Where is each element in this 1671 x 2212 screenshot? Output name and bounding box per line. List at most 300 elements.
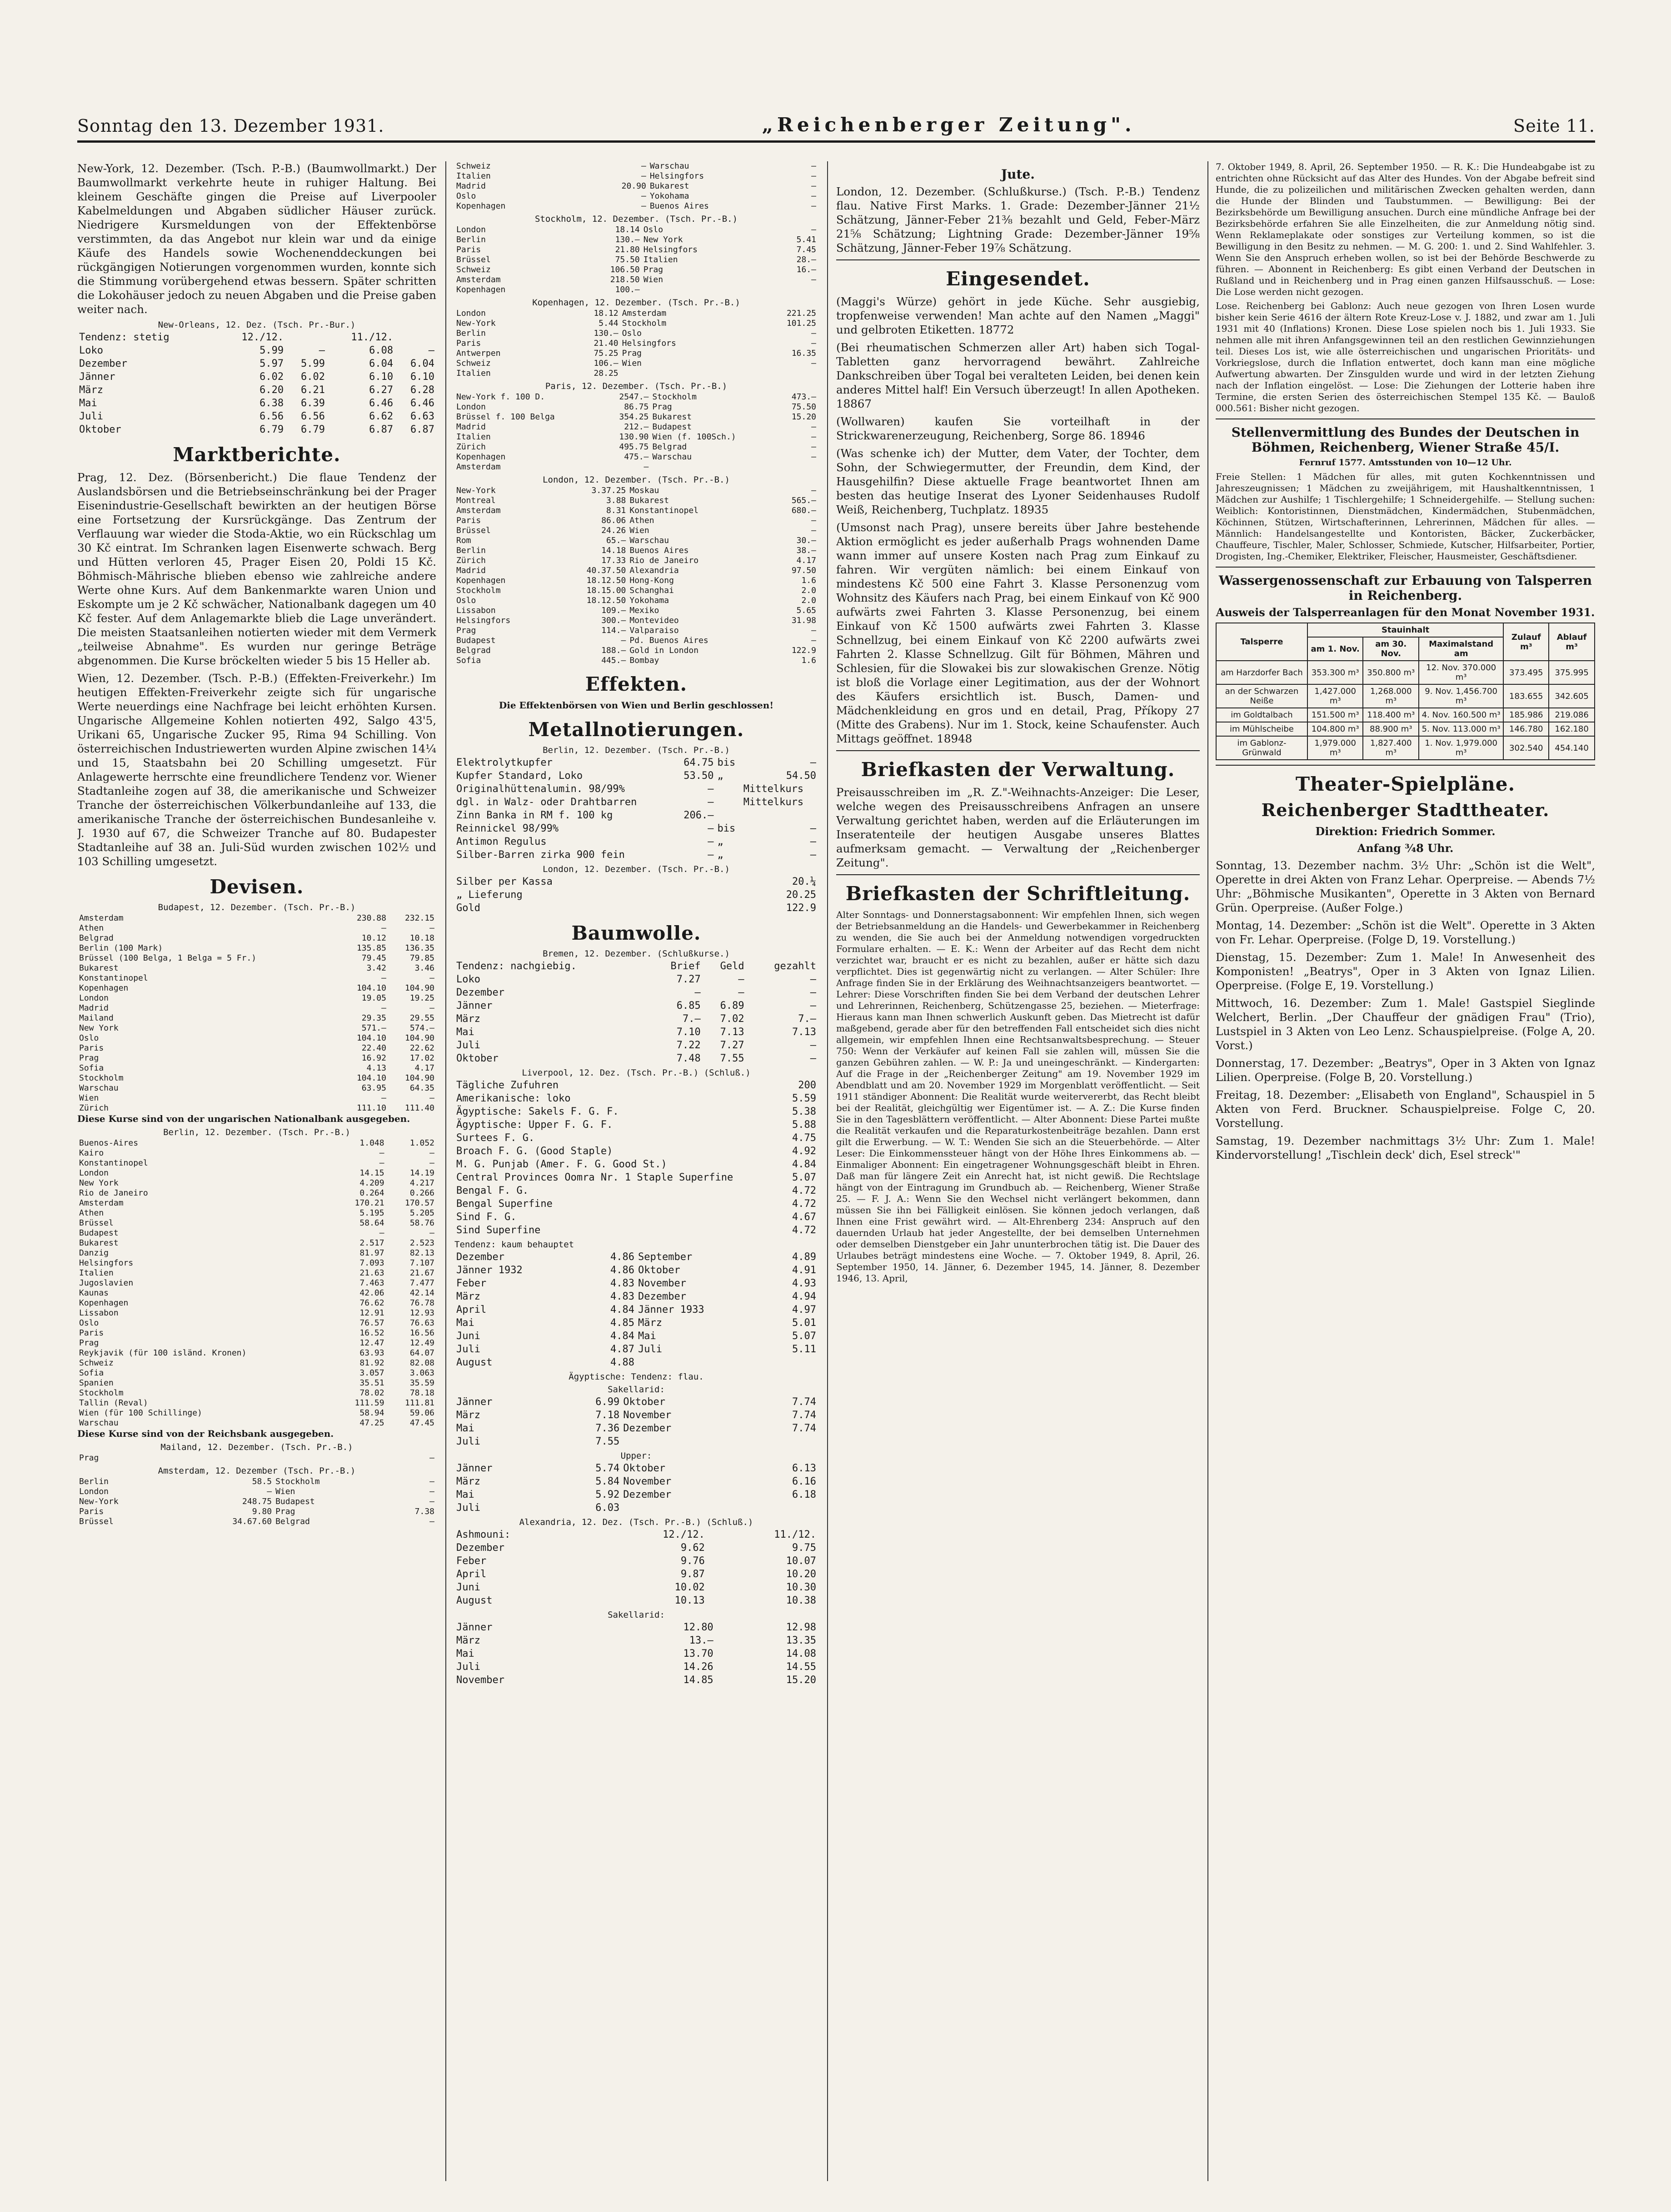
budapest-cell: Madrid — [79, 1003, 109, 1013]
budapest-cell: Kopenhagen — [79, 983, 129, 993]
kopenhagen-row — [454, 369, 818, 379]
liverpool-months-cell: Juni — [456, 1330, 480, 1342]
stockholm-cell: 130.— — [615, 235, 640, 244]
paris-row — [454, 432, 818, 442]
london-silver-table — [454, 875, 818, 915]
budapest-cell: 3.42 — [366, 963, 386, 973]
london-cell: Montreal — [456, 496, 496, 505]
kopenhagen-cell — [746, 369, 818, 379]
alexandria-row — [454, 1594, 818, 1607]
stockholm-row — [454, 235, 818, 245]
bremen-cell: 6.89 — [720, 1000, 744, 1011]
sakellarid-cell — [749, 1435, 818, 1448]
neworleans-row — [77, 423, 436, 436]
budapest-row — [77, 993, 436, 1003]
direktion: Direktion: Friedrich Sommer. — [1315, 825, 1496, 838]
upper-cell: Jänner — [456, 1463, 493, 1474]
budapest-cell: Konstantinopel — [79, 973, 148, 983]
budapest-row — [77, 1083, 436, 1093]
amsterdam-row — [77, 1477, 436, 1487]
sakellarid-b-cell: 13.— — [689, 1635, 713, 1646]
berlin-row — [77, 1188, 436, 1198]
sakellarid-b-row — [454, 1634, 818, 1647]
metall-cell: Reinnickel 98/99% — [456, 823, 559, 834]
sakellarid-b-cell: 14.26 — [683, 1661, 713, 1673]
neworleans-cell: 6.87 — [369, 424, 394, 435]
liverpool-row — [454, 1105, 818, 1118]
kopenhagen-cell: — — [811, 359, 816, 368]
stockholm-cell: Amsterdam — [456, 275, 501, 284]
budapest-cell: Amsterdam — [79, 913, 124, 923]
alexandria-cell: April — [456, 1569, 487, 1580]
alexandria-row — [454, 1541, 818, 1554]
zuerich-cell: Buenos Aires — [649, 201, 709, 211]
berlin-cell: 12.47 — [359, 1338, 384, 1348]
berlin-cell: Reykjavik (für 100 isländ. Kronen) — [79, 1348, 247, 1358]
berlin-cell: 21.63 — [359, 1268, 384, 1278]
berlin-cell: Tallin (Reval) — [79, 1398, 148, 1408]
devisen-title: Devisen. — [209, 876, 304, 898]
berlin-cell: New York — [79, 1178, 119, 1188]
liverpool-cell: 4.84 — [792, 1159, 816, 1170]
london-cell: Valparaiso — [629, 626, 679, 635]
london-row — [454, 566, 818, 576]
kopenhagen-cell: Oslo — [622, 329, 642, 338]
berlin-row — [77, 1148, 436, 1158]
talsperre-cell: im Mühlscheibe — [1216, 722, 1307, 736]
kopenhagen-cell: Wien — [622, 359, 642, 368]
neworleans-row — [77, 410, 436, 423]
berlin-cell: — — [379, 1228, 384, 1238]
zuerich-cell: — — [811, 191, 816, 201]
talsperre-cell: 1,827.400 m³ — [1363, 736, 1419, 760]
metall-cell: bis — [717, 823, 736, 834]
liverpool-cell: Sind Superfine — [456, 1225, 541, 1236]
liverpool-months-row — [454, 1290, 818, 1303]
wassergenossenschaft-title: Wassergenossenschaft zur Erbauung von Talsperren in Reichenberg. — [1218, 573, 1592, 603]
upper-cell: 6.13 — [792, 1463, 816, 1474]
alexandria-header: 12./12. — [663, 1529, 705, 1540]
kopenhagen-cell: 21.40 — [594, 339, 619, 348]
berlin-cell: 12.91 — [359, 1308, 384, 1318]
liverpool-cell: 5.88 — [792, 1119, 816, 1131]
liverpool-months-cell: Mai — [638, 1330, 656, 1342]
neworleans-cell: 6.56 — [259, 411, 284, 422]
liverpool-months-cell: 4.87 — [610, 1344, 634, 1355]
london-cell: New-York — [456, 486, 496, 495]
bremen-cell: 7.48 — [676, 1053, 701, 1064]
london-row — [454, 496, 818, 506]
liverpool-months-cell: 5.11 — [792, 1344, 816, 1355]
budapest-cell: Wien — [79, 1093, 99, 1103]
london-row — [454, 536, 818, 546]
anfang: Anfang ¾8 Uhr. — [1357, 842, 1454, 855]
talsperre-cell: 302.540 — [1503, 736, 1549, 760]
bremen-cell: Dezember — [456, 987, 504, 998]
stockholm-table — [454, 225, 818, 295]
berlin-cell: 76.63 — [409, 1318, 434, 1328]
london-silver-row — [454, 902, 818, 915]
london-cell: Pd. Buenos Aires — [629, 636, 708, 645]
paris-cell — [650, 462, 777, 472]
bremen-header: Geld — [720, 961, 744, 972]
kopenhagen-cell: 75.25 — [594, 349, 619, 358]
berlin-cell: 4.209 — [359, 1178, 384, 1188]
neworleans-cell: 6.08 — [369, 345, 394, 356]
talsperre-cell: 1,427.000 m³ — [1307, 684, 1363, 708]
berlin-cell: 0.266 — [409, 1188, 434, 1198]
berlin-row — [77, 1218, 436, 1228]
upper-cell: Oktober — [623, 1463, 665, 1474]
talsperre-cell: 5. Nov. 113.000 m³ — [1419, 722, 1503, 736]
stockholm-row — [454, 275, 818, 285]
bremen-cell: Mai — [456, 1026, 474, 1038]
london-cell: Helsingfors — [456, 616, 511, 625]
liverpool-months-cell: Juli — [456, 1344, 480, 1355]
baumwolle-title: Baumwolle. — [571, 922, 701, 944]
sakellarid-table — [454, 1395, 818, 1448]
sakellarid-b-cell: 12.80 — [683, 1622, 713, 1633]
stellenvermittlung-meta: Fernruf 1577. Amtsstunden von 10—12 Uhr. — [1299, 458, 1512, 468]
stockholm-row — [454, 285, 818, 295]
berlin-cell: 7.093 — [359, 1258, 384, 1268]
budapest-row — [77, 913, 436, 923]
london-cell: Lissabon — [456, 606, 496, 615]
zuerich-cell: Warschau — [649, 161, 689, 171]
paris-cell — [777, 462, 818, 472]
london-row — [454, 596, 818, 606]
budapest-cell: 4.17 — [414, 1063, 434, 1073]
bremen-cell: 7.— — [798, 1013, 816, 1025]
budapest-cell: Oslo — [79, 1033, 99, 1043]
ungarn-note: Diese Kurse sind von der ungarischen Nationalbank ausgegeben. — [77, 1113, 410, 1124]
column-4 — [1216, 161, 1595, 2181]
metall-cell: Elektrolytkupfer — [456, 757, 553, 768]
neworleans-header: 12./12. — [241, 332, 284, 343]
berlin-cell: 42.14 — [409, 1288, 434, 1298]
zuerich-cell: Schweiz — [456, 161, 491, 171]
talsperre-cell: 373.495 — [1503, 661, 1549, 684]
budapest-cell: 16.92 — [361, 1053, 386, 1063]
budapest-cell: Zürich — [79, 1103, 109, 1113]
stockholm-cell: Schweiz — [456, 265, 491, 274]
berlin-cell: 81.92 — [359, 1358, 384, 1368]
paris-cell: Zürich — [456, 442, 486, 452]
neworleans-cell: 6.62 — [369, 411, 394, 422]
amsterdam-heading: Amsterdam, 12. Dezember (Tsch. Pr.-B.) — [158, 1466, 356, 1476]
liverpool-cell: 5.38 — [792, 1106, 816, 1117]
zuerich-cell: 20.90 — [621, 181, 646, 191]
bremen-row — [454, 999, 818, 1012]
paris-cell: 86.75 — [624, 402, 649, 412]
neworleans-row — [77, 344, 436, 357]
london-cell: Belgrad — [456, 646, 491, 655]
amsterdam-cell: — — [267, 1487, 272, 1496]
paris-cell: 2547.— — [619, 392, 649, 402]
berlin-cell: 58.76 — [409, 1218, 434, 1228]
liverpool-months-row — [454, 1343, 818, 1356]
kopenhagen-cell: Schweiz — [456, 359, 491, 368]
liverpool-cell: 4.92 — [792, 1146, 816, 1157]
budapest-row — [77, 1103, 436, 1113]
budapest-cell: 3.46 — [414, 963, 434, 973]
liverpool-months-row — [454, 1330, 818, 1343]
berlin-row — [77, 1398, 436, 1408]
liverpool-cell: 5.59 — [792, 1093, 816, 1104]
spielplan-entry: Montag, 14. Dezember: „Schön ist die Welt". Operette in 3 Akten von Fr. Lehar. Operpreise. (Folge D, 19. Vorstellung.) — [1216, 919, 1595, 946]
london-cell: Hong-Kong — [629, 576, 674, 585]
budapest-cell: Mailand — [79, 1013, 114, 1023]
kopenhagen-cell: Berlin — [456, 329, 486, 338]
metall-cell — [742, 809, 818, 822]
amsterdam-cell: — — [429, 1487, 434, 1496]
liverpool-cell: 4.72 — [792, 1198, 816, 1210]
paris-cell: Brüssel f. 100 Belga — [456, 412, 555, 422]
column-rule — [1207, 161, 1208, 2181]
liverpool-months-cell: 4.83 — [610, 1278, 634, 1289]
liverpool-months-cell: 4.83 — [610, 1291, 634, 1302]
liverpool-months-cell: September — [638, 1251, 693, 1263]
london-silver-cell: Silber per Kassa — [456, 876, 553, 887]
london-cell: 122.9 — [791, 646, 816, 655]
berlin-table — [77, 1138, 436, 1428]
neworleans-cell: 6.02 — [259, 371, 284, 383]
berlin-cell: Oslo — [79, 1318, 99, 1328]
talsperre-cell: 4. Nov. 160.500 m³ — [1419, 708, 1503, 722]
amsterdam-cell: 7.38 — [414, 1507, 434, 1516]
metall-row — [454, 822, 818, 835]
berlin-cell: Bukarest — [79, 1238, 119, 1248]
paris-cell: Budapest — [652, 422, 692, 432]
kopenhagen-cell: — — [811, 329, 816, 338]
liverpool-tendenz: Tendenz: kaum behauptet — [454, 1240, 574, 1250]
liverpool-months-table — [454, 1250, 818, 1369]
berlin-cell: 3.063 — [409, 1368, 434, 1378]
stockholm-row — [454, 225, 818, 235]
talsperre-cell: 1,979.000 m³ — [1307, 736, 1363, 760]
budapest-cell: 29.35 — [361, 1013, 386, 1023]
berlin-cell: 5.195 — [359, 1208, 384, 1218]
stockholm-cell: New York — [643, 235, 683, 244]
sakellarid-cell: 7.74 — [792, 1396, 816, 1408]
bremen-cell: 7.10 — [676, 1026, 701, 1038]
mailand-table — [77, 1453, 436, 1463]
talsperren-table — [1216, 623, 1595, 760]
stockholm-row — [454, 265, 818, 275]
london-cell: — — [811, 516, 816, 525]
stockholm-cell: 218.50 — [610, 275, 640, 284]
budapest-cell: 29.55 — [409, 1013, 434, 1023]
neworleans-cell: 6.38 — [259, 398, 284, 409]
london-cell: — — [621, 636, 626, 645]
paris-cell: 475.— — [624, 452, 649, 462]
london-cell: 65.— — [606, 536, 626, 545]
col-maximal: Maximalstand am — [1419, 637, 1503, 661]
london-cell: 18.12.50 — [586, 596, 626, 605]
bremen-cell: 7.27 — [676, 974, 701, 985]
berlin-cell: Konstantinopel — [79, 1158, 148, 1168]
sakellarid-cell — [621, 1435, 749, 1448]
berlin-cell: 76.57 — [359, 1318, 384, 1328]
sakellarid-cell: 7.36 — [595, 1423, 620, 1434]
sakellarid-b-cell: 15.20 — [786, 1674, 816, 1686]
budapest-cell: London — [79, 993, 109, 1003]
article-prag-boerse: Prag, 12. Dez. (Börsenbericht.) Die flaue Tendenz der Auslandsbörsen und die Betriebseinschränkung bei der Prager Eisenindustrie-Gesellschaft bewirkten an der heutigen Börse eine Fortsetzung der Kursrückgänge. Das Zentrum der Verflauung war wieder die Stoda-Aktie, wo ein Rückschlag um 30 Kč eintrat. Im Schranken lagen Eisenwerte schwach. Berg und Hütten verloren 45, Prager Eisen 20, Poldi 15 Kč. Böhmisch-Mährische blieben ebenso wie zahlreiche andere Werte ohne Kurs. Auf dem Bankenmarkte waren Union und Eskompte um je 2 Kč schwächer, Nationalbank dagegen um 40 Kč fester. Auf dem Anlagemarkte blieb die Lage unverändert. Die meisten Staatsanleihen notierten wieder mit dem Vermerk „teilweise Abnahme". Es wurden nur geringe Beträge abgenommen. Die Kurse bröckelten wieder 5 bis 15 Heller ab. — [77, 471, 436, 667]
budapest-cell: Stockholm — [79, 1073, 124, 1083]
col-ablauf: Ablauf m³ — [1549, 623, 1595, 661]
sakellarid-b-cell: Jänner — [456, 1622, 493, 1633]
neworleans-cell: März — [79, 384, 103, 396]
bremen-header: Brief — [670, 961, 701, 972]
liverpool-months-cell: 4.85 — [610, 1317, 634, 1329]
alexandria-cell: 10.20 — [786, 1569, 816, 1580]
kopenhagen-cell: Paris — [456, 339, 481, 348]
london-cell: Yokohama — [629, 596, 669, 605]
briefkasten-continued: 7. Oktober 1949, 8. April, 26. September 1950. — R. K.: Die Hundeabgabe ist zu entrichten ohne Rücksicht auf das Alter des Hundes. Von der Abgabe befreit sind Hunde, die zu polizeilichen und militärischen Zwecken gehalten werden, dann die Hunde der Blinden und Taubstummen. — Bewilligung: Bei der Bezirksbehörde um Bewilligung ansuchen. Durch eine mündliche Anfrage bei der Bezirksbehörde erfahren Sie alle Einzelheiten, die zur Anmeldung nötig sind. Wenn Reklameplakate oder sonstiges zur Verteilung kommen, so ist die Bewilligung in den Besitz zu nehmen. — M. G. 200: 1. und 2. Sind Wahlfehler. 3. Wenn Sie den Anspruch erheben wollen, so ist bei der Behörde Beschwerde zu führen. — Abonnent in Reichenberg: Es gibt einen Verband der Deutschen in Rußland und in Reichenberg und in Prag einen ganzen Hilfsausschuß. — Lose: Die Lose werden nicht gezogen. — [1216, 161, 1595, 297]
berlin-cell: 16.52 — [359, 1328, 384, 1338]
london-cell: Schanghai — [629, 586, 674, 595]
paris-cell: — — [811, 422, 816, 432]
bremen-cell: 7.02 — [720, 1013, 744, 1025]
zuerich-cell: — — [811, 171, 816, 181]
liverpool-months-row — [454, 1264, 818, 1277]
metall-row — [454, 809, 818, 822]
london-cell: Oslo — [456, 596, 476, 605]
metall-cell: — — [810, 849, 816, 861]
kopenhagen-cell: Antwerpen — [456, 349, 501, 358]
london-cell: Paris — [456, 516, 481, 525]
london-cell: 565.— — [791, 496, 816, 505]
metall-cell: Zinn Banka in RM f. 100 kg — [456, 810, 613, 821]
metall-cell: bis — [717, 757, 736, 768]
sakellarid-b-cell: Mai — [456, 1648, 474, 1659]
berlin-cell: 5.205 — [409, 1208, 434, 1218]
berlin-row — [77, 1368, 436, 1378]
sakellarid-b-row — [454, 1647, 818, 1660]
london-silver-heading: London, 12. Dezember. (Tsch. Pr.-B.) — [543, 864, 730, 874]
paris-cell: 354.25 — [619, 412, 649, 422]
london-row — [454, 646, 818, 656]
columns — [77, 161, 1595, 2181]
berlin-cell: 1.052 — [409, 1138, 434, 1148]
london-cell: — — [811, 486, 816, 495]
liverpool-cell: Bengal F. G. — [456, 1185, 529, 1196]
budapest-cell: 10.12 — [361, 933, 386, 943]
neworleans-cell: — — [428, 345, 434, 356]
berlin-cell: 78.18 — [409, 1388, 434, 1398]
kopenhagen-cell — [620, 369, 746, 379]
london-silver-row — [454, 888, 818, 902]
kopenhagen-cell: 106.— — [594, 359, 619, 368]
talsperre-cell: 375.995 — [1549, 661, 1595, 684]
amsterdam-cell: Wien — [275, 1487, 295, 1496]
berlin-cell: Kopenhagen — [79, 1298, 129, 1308]
neworleans-cell: Jänner — [79, 371, 115, 383]
col-stauinhalt: Stauinhalt — [1307, 623, 1503, 637]
spielplan-entry: Sonntag, 13. Dezember nachm. 3½ Uhr: „Schön ist die Welt", Operette in drei Akten von Franz Lehar. Operpreise. — Abends 7½ Uhr: „Böhmische Musikanten", Operette in 3 Akten von Bernard Grün. Operpreise. (Außer Folge.) — [1216, 859, 1595, 914]
alexandria-cell: 9.76 — [680, 1555, 705, 1567]
berlin-cell: 16.56 — [409, 1328, 434, 1338]
bremen-heading: Bremen, 12. Dezember. (Schlußkurse.) — [543, 949, 730, 959]
metall-cell: Antimon Regulus — [456, 836, 547, 847]
budapest-cell: 19.25 — [409, 993, 434, 1003]
zuerich-row — [454, 171, 818, 181]
liverpool-cell: Central Provinces Oomra Nr. 1 Staple Superfine — [456, 1172, 733, 1183]
liverpool-months-cell: 4.88 — [610, 1357, 634, 1368]
london-silver-cell: „ Lieferung — [456, 889, 523, 901]
column-rule — [445, 161, 446, 2181]
zuerich-table — [454, 161, 818, 211]
budapest-table — [77, 913, 436, 1113]
stockholm-cell: Helsingfors — [643, 245, 698, 254]
divider — [1216, 418, 1595, 419]
berlin-cell: — — [429, 1158, 434, 1168]
neworleans-cell: 5.99 — [259, 345, 284, 356]
talsperre-cell: 454.140 — [1549, 736, 1595, 760]
stockholm-cell: 18.14 — [615, 225, 640, 234]
talsperre-cell: 151.500 m³ — [1307, 708, 1363, 722]
effekten-title: Effekten. — [585, 673, 688, 695]
paris-cell: Kopenhagen — [456, 452, 506, 462]
zuerich-cell: Oslo — [456, 191, 476, 201]
london-cell: 38.— — [796, 546, 816, 555]
liverpool-months-cell: März — [456, 1291, 480, 1302]
liverpool-months-cell: Dezember — [456, 1251, 504, 1263]
berlin-cell: 12.93 — [409, 1308, 434, 1318]
zuerich-cell: — — [641, 161, 646, 171]
column-1 — [77, 161, 436, 2181]
amsterdam-cell: — — [429, 1497, 434, 1506]
ad-umsonst-prag: (Umsonst nach Prag), unsere bereits über Jahre bestehende Aktion ermöglicht es jeder außerhalb Prags wohnenden Dame wann immer auf unsere Kosten nach Prag zum Einkauf zu fahren. Wir vergüten nämlich: bei einem Einkauf von mindestens Kč 500 eine Fahrt 3. Klasse Personenzug vom Wohnsitz des Käufers nach Prag, bei einem Einkauf von Kč 900 aufwärts zwei Fahrten 3. Klasse Personenzug, bei einem Einkauf von Kč 1500 aufwärts zwei Fahrten 3. Klasse Schnellzug, bei einem Einkauf von Kč 2200 aufwärts zwei Fahrten 2. Klasse Schnellzug. Gilt für Böhmen, Mähren und Schlesien, für die Slowakei bis zur slowakischen Grenze. Nötig ist bloß die Vorlage einer Legitimation, aus der der Wohnort des Käufers ersichtlich ist. Busch, Damen- und Mädchenkleidung en gros und en detail, Prag, Příkopy 27 (Mitte des Grabens). Nur im 1. Stock, keine Schaufenster. Auch Mittags geöffnet. 18948 — [836, 521, 1200, 745]
berlin-cell: 7.477 — [409, 1278, 434, 1288]
berlin-cell: 7.107 — [409, 1258, 434, 1268]
upper-cell: Mai — [456, 1489, 474, 1500]
amsterdam-cell: Stockholm — [275, 1477, 320, 1486]
paris-row — [454, 392, 818, 402]
liverpool-cell: 5.07 — [792, 1172, 816, 1183]
metall-cell: 53.50 — [683, 770, 714, 782]
berlin-cell: 21.67 — [409, 1268, 434, 1278]
zuerich-cell: — — [641, 171, 646, 181]
talsperre-cell: 1. Nov. 1,979.000 m³ — [1419, 736, 1503, 760]
london-cell: — — [811, 626, 816, 635]
paris-cell: Madrid — [456, 422, 486, 432]
bremen-row — [454, 986, 818, 999]
budapest-cell: 63.95 — [361, 1083, 386, 1093]
london-cell: Buenos Aires — [629, 546, 689, 555]
column-2 — [454, 161, 818, 2181]
london-cell: 8.31 — [606, 506, 626, 515]
budapest-cell: 19.05 — [361, 993, 386, 1003]
budapest-cell: Sofia — [79, 1063, 104, 1073]
liverpool-row — [454, 1158, 818, 1171]
alexandria-table — [454, 1528, 818, 1607]
jute-title: Jute. — [1001, 167, 1035, 182]
amsterdam-cell: 9.80 — [252, 1507, 272, 1516]
paris-cell: London — [456, 402, 486, 412]
metall-cell: Originalhüttenalumin. 98/99% — [456, 783, 625, 795]
budapest-cell: 104.10 — [356, 1033, 386, 1043]
metall-cell: — — [810, 757, 816, 768]
sakellarid-cell: 7.74 — [792, 1410, 816, 1421]
spielplan-entry: Freitag, 18. Dezember: „Elisabeth von England", Schauspiel in 5 Akten von Ferd. Bruckner. Schauspielpreise. Folge C, 20. Vorstellung. — [1216, 1088, 1595, 1130]
talsperre-row — [1216, 722, 1595, 736]
budapest-cell: 17.02 — [409, 1053, 434, 1063]
liverpool-row — [454, 1131, 818, 1145]
berlin-cell: 58.64 — [359, 1218, 384, 1228]
london-cell: Madrid — [456, 566, 486, 575]
talsperre-cell: an der Schwarzen Neiße — [1216, 684, 1307, 708]
